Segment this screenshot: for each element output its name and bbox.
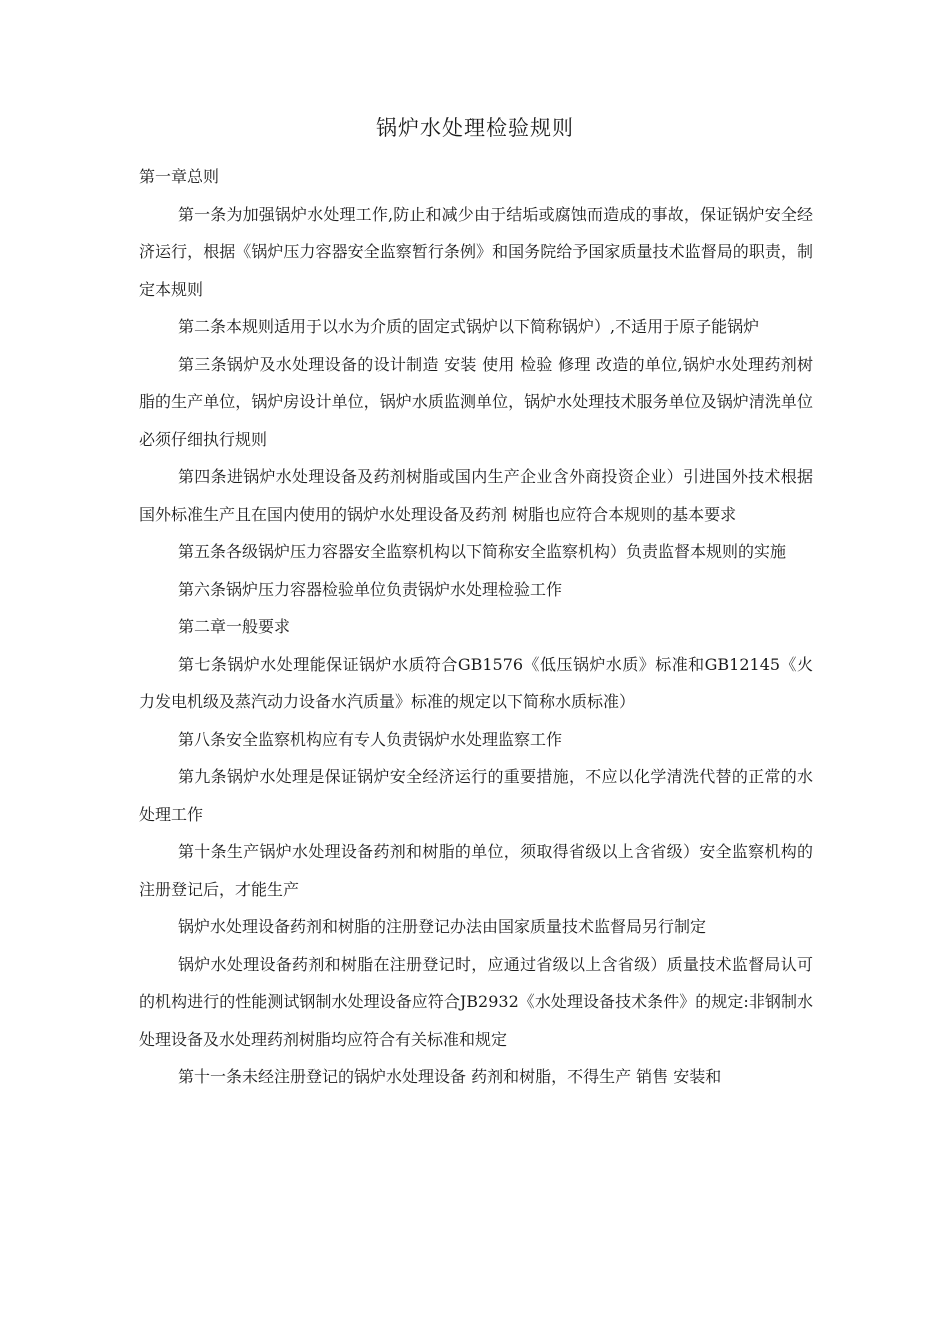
chapter-heading: 第一章总则 [139, 167, 220, 186]
body-paragraph: 锅炉水处理设备药剂和树脂的注册登记办法由国家质量技术监督局另行制定 [178, 917, 707, 936]
body-paragraph: 第三条锅炉及水处理设备的设计制造 安装 使用 检验 修理 改造的单位,锅炉水处理药剂树脂的生产单位，锅炉房设计单位，锅炉水质监测单位，锅炉水处理技术服务单位及锅炉清洗单位必须仔细执行规则 [139, 354, 813, 449]
body-paragraph: 第十条生产锅炉水处理设备药剂和树脂的单位，须取得省级以上含省级）安全监察机构的注册登记后，才能生产 [139, 842, 813, 899]
body-paragraph: 第八条安全监察机构应有专人负责锅炉水处理监察工作 [178, 729, 563, 749]
body-paragraph: 第二条本规则适用于以水为介质的固定式锅炉以下简称锅炉）,不适用于原子能锅炉 [178, 317, 760, 336]
body-paragraph: 第十一条未经注册登记的锅炉水处理设备 药剂和树脂，不得生产 销售 安装和 [178, 1067, 722, 1086]
body-paragraph: 第一条为加强锅炉水处理工作,防止和减少由于结垢或腐蚀而造成的事故，保证锅炉安全经济运行，根据《锅炉压力容器安全监察暂行条例》和国务院给予国家质量技术监督局的职责，制定本规则 [139, 204, 813, 299]
document-body [139, 158, 813, 1096]
document-title: 锅炉水处理检验规则 [376, 116, 574, 140]
body-paragraph: 第二章一般要求 [178, 617, 291, 636]
body-paragraph: 第六条锅炉压力容器检验单位负责锅炉水处理检验工作 [178, 579, 563, 599]
body-paragraph: 第四条进锅炉水处理设备及药剂树脂或国内生产企业含外商投资企业）引进国外技术根据国外标准生产且在国内使用的锅炉水处理设备及药剂 树脂也应符合本规则的基本要求 [139, 467, 813, 524]
body-paragraph: 第七条锅炉水处理能保证锅炉水质符合GB1576《低压锅炉水质》标准和GB12145《火力发电机级及蒸汽动力设备水汽质量》标准的规定以下简称水质标准） [139, 654, 813, 711]
body-paragraph: 第九条锅炉水处理是保证锅炉安全经济运行的重要措施，不应以化学清洗代替的正常的水处理工作 [139, 767, 813, 824]
body-paragraph: 第五条各级锅炉压力容器安全监察机构以下简称安全监察机构）负责监督本规则的实施 [178, 542, 787, 561]
body-paragraph: 锅炉水处理设备药剂和树脂在注册登记时，应通过省级以上含省级）质量技术监督局认可的机构进行的性能测试钢制水处理设备应符合JB2932《水处理设备技术条件》的规定:非钢制水处理设备及水处理药剂树脂均应符合有关标准和规定 [139, 954, 813, 1049]
